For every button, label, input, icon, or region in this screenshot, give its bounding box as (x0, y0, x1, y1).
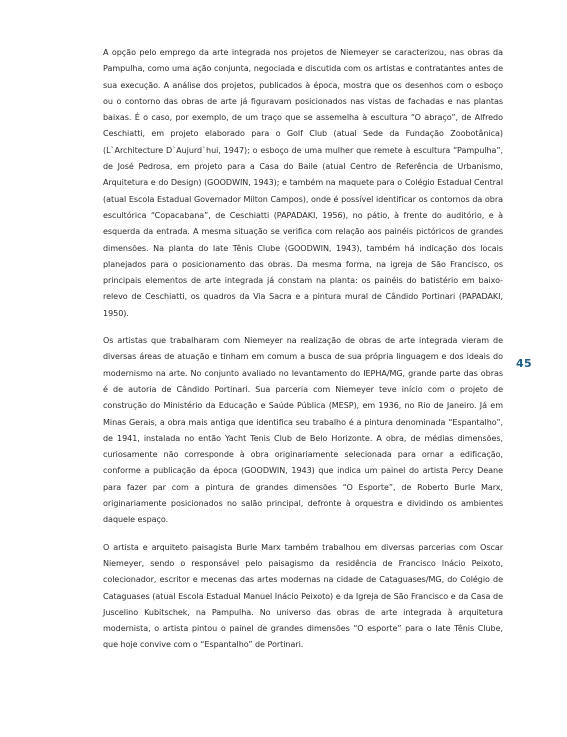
body-text (103, 45, 503, 665)
paragraph-arte-integrada-pampulha: A opção pelo emprego da arte integrada nos projetos de Niemeyer se caracterizou, nas obras da Pampulha, como uma ação conjunta, negociada e discutida com os artistas e contratantes antes de sua execução. A análise dos projetos, publicados à época, mostra que os desenhos com o esboço ou o contorno das obras de arte já figuravam posicionados nas vistas de fachadas e nas plantas baixas. É o caso, por exemplo, de um traço que se assemelha à escultura “O abraço”, de Alfredo Ceschiatti, em projeto elaborado para o Golf Club (atual Sede da Fundação Zoobotânica) (L`Architecture D`Aujurd`hui, 1947); o esboço de uma mulher que remete à escultura “Pampulha”, de José Pedrosa, em projeto para a Casa do Baile (atual Centro de Referência de Urbanismo, Arquitetura e do Design) (GOODWIN, 1943); e também na maquete para o Colégio Estadual Central (atual Escola Estadual Governador Milton Campos), onde é possível identificar os contornos da obra escultórica “Copacabana”, de Ceschiatti (PAPADAKI, 1956), no pátio, à frente do auditório, e à esquerda da entrada. A mesma situação se verifica com relação aos painéis pictóricos de grandes dimensões. Na planta do Iate Tênis Clube (GOODWIN, 1943), também há indicação dos locais planejados para o posicionamento das obras. Da mesma forma, na igreja de São Francisco, os principais elementos de arte integrada já constam na planta: os painéis do batistério em baixo-relevo de Ceschiatti, os quadros da Via Sacra e a pintura mural de Cândido Portinari (PAPADAKI, 1950). (103, 48, 503, 318)
paragraph-burle-marx: O artista e arquiteto paisagista Burle Marx também trabalhou em diversas parcerias com Oscar Niemeyer, sendo o responsável pelo paisagismo da residência de Francisco Inácio Peixoto, colecionador, escritor e mecenas das artes modernas na cidade de Cataguases/MG, do Colégio de Cataguases (atual Escola Estadual Manuel Inácio Peixoto) e da Igreja de São Francisco e da Casa de Juscelino Kubitschek, na Pampulha. No universo das obras de arte integrada à arquitetura modernista, o artista pintou o painel de grandes dimensões “O esporte” para o Iate Tênis Clube, que hoje convive com o “Espantalho” de Portinari. (103, 542, 503, 650)
paragraph-artistas-niemeyer: Os artistas que trabalharam com Niemeyer na realização de obras de arte integrada vieram de diversas áreas de atuação e tinham em comum a busca de sua própria linguagem e dos ideais do modernismo na arte. No conjunto avaliado no levantamento do IEPHA/MG, grande parte das obras é de autoria de Cândido Portinari. Sua parceria com Niemeyer teve início com o projeto de construção do Ministério da Educação e Saúde Pública (MESP), em 1936, no Rio de Janeiro. Já em Minas Gerais, a obra mais antiga que identifica seu trabalho é a pintura denominada “Espantalho”, de 1941, instalada no então Yacht Tenis Club de Belo Horizonte. A obra, de médias dimensões, curiosamente não corresponde à obra originariamente selecionada para ornar a edificação, conforme a publicação da época (GOODWIN, 1943) que indica um painel do artista Percy Deane para fazer par com a pintura de grandes dimensões “O Esporte”, de Roberto Burle Marx, originariamente posicionados no salão principal, defronte à orquestra e dividindo os ambientes daquele espaço. (103, 336, 503, 525)
page-number: 45 (516, 357, 532, 370)
